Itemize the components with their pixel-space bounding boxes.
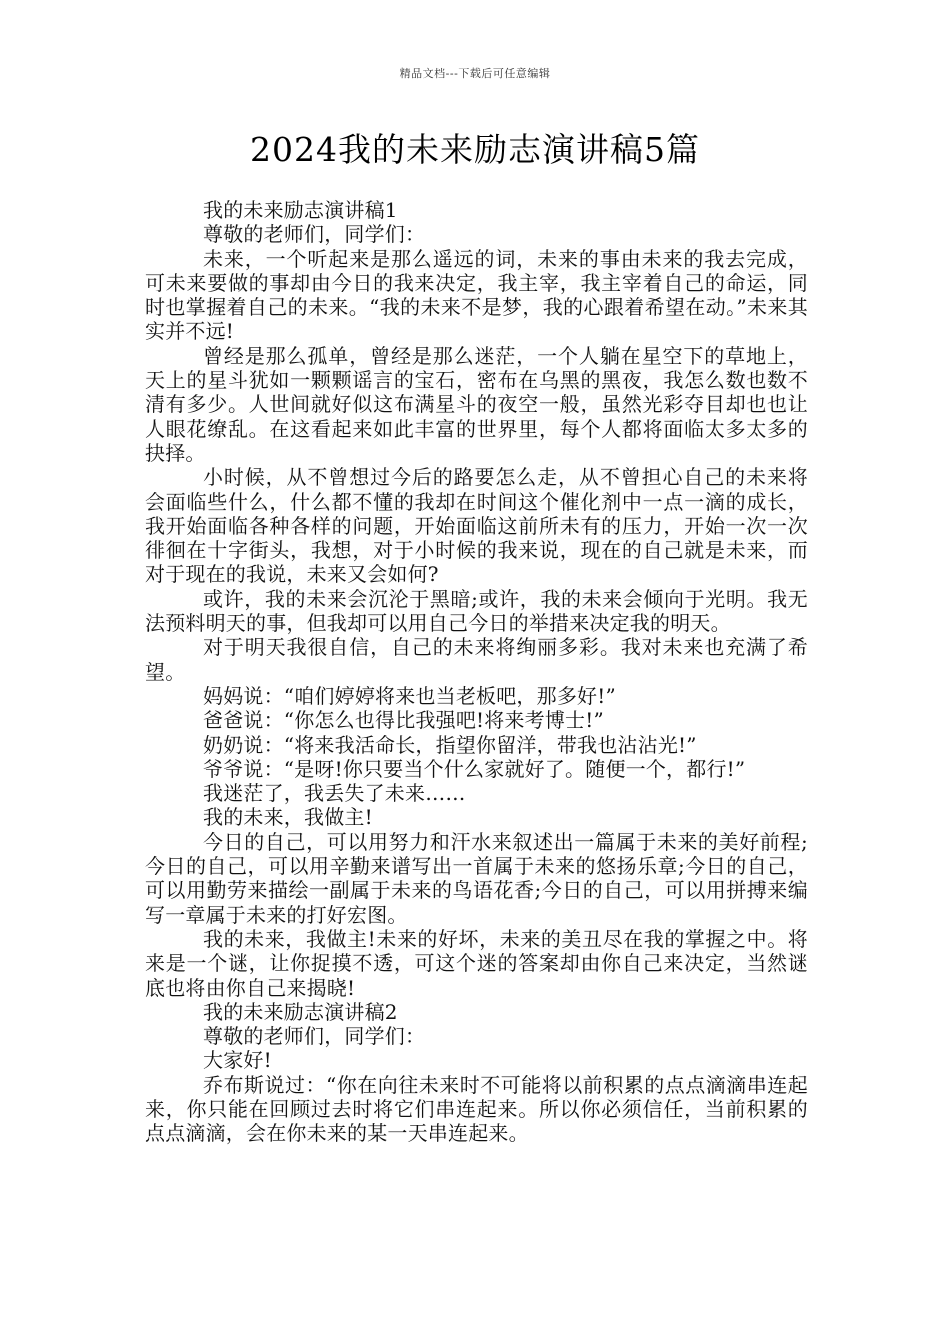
paragraph: 我的未来励志演讲稿2 (203, 999, 398, 1024)
paragraph: 乔布斯说过：“你在向往未来时不可能将以前积累的点点滴滴串连起来，你只能在回顾过去时将它们串连起来。所以你必须信任，当前积累的点点滴滴，会在你未来的某一天串连起来。 (145, 1072, 808, 1146)
paragraph: 未来，一个听起来是那么遥远的词，未来的事由未来的我去完成，可未来要做的事却由今日的我来决定，我主宰，我主宰着自己的命运，同时也掌握着自己的未来。“我的未来不是梦，我的心跟着希望在动。”未来其实并不远! (145, 246, 808, 344)
paragraph: 妈妈说：“咱们婷婷将来也当老板吧，那多好!” (203, 683, 616, 708)
paragraph: 今日的自己，可以用努力和汗水来叙述出一篇属于未来的美好前程;今日的自己，可以用辛勤来谱写出一首属于未来的悠扬乐章;今日的自己，可以用勤劳来描绘一副属于未来的鸟语花香;今日的自己，可以用拼搏来编写一章属于未来的打好宏图。 (145, 829, 808, 927)
header-note: 精品文档---下载后可任意编辑 (399, 67, 551, 80)
document-body (145, 198, 808, 1146)
paragraph: 我的未来，我做主! (203, 805, 373, 830)
document-title: 2024我的未来励志演讲稿5篇 (250, 130, 700, 169)
paragraph: 对于明天我很自信，自己的未来将绚丽多彩。我对未来也充满了希望。 (145, 635, 808, 684)
paragraph: 爸爸说：“你怎么也得比我强吧!将来考博士!” (203, 708, 604, 733)
paragraph: 小时候，从不曾想过今后的路要怎么走，从不曾担心自己的未来将会面临些什么，什么都不懂的我却在时间这个催化剂中一点一滴的成长，我开始面临各种各样的问题，开始面临这前所未有的压力，开始一次一次徘徊在十字街头，我想，对于小时候的我来说，现在的自己就是未来，而对于现在的我说，未来又会如何? (145, 465, 808, 587)
paragraph: 曾经是那么孤单，曾经是那么迷茫，一个人躺在星空下的草地上，天上的星斗犹如一颗颗谣言的宝石，密布在乌黑的黑夜，我怎么数也数不清有多少。人世间就好似这布满星斗的夜空一般，虽然光彩夺目却也也让人眼花缭乱。在这看起来如此丰富的世界里，每个人都将面临太多太多的抉择。 (145, 343, 808, 465)
paragraph: 大家好! (203, 1048, 272, 1073)
paragraph: 或许，我的未来会沉沦于黑暗;或许，我的未来会倾向于光明。我无法预料明天的事，但我却可以用自己今日的举措来决定我的明天。 (145, 586, 808, 636)
paragraph: 我的未来，我做主!未来的好坏，未来的美丑尽在我的掌握之中。将来是一个谜，让你捉摸不透，可这个迷的答案却由你自己来决定，当然谜底也将由你自己来揭晓! (145, 926, 808, 1000)
paragraph: 我迷茫了，我丢失了未来…… (203, 781, 466, 806)
paragraph: 我的未来励志演讲稿1 (203, 198, 398, 222)
paragraph: 尊敬的老师们，同学们： (203, 1024, 426, 1049)
paragraph: 奶奶说：“将来我活命长，指望你留洋，带我也沾沾光!” (203, 732, 697, 757)
paragraph: 爷爷说：“是呀!你只要当个什么家就好了。随便一个，都行!” (203, 756, 746, 781)
paragraph: 尊敬的老师们，同学们： (203, 222, 426, 247)
